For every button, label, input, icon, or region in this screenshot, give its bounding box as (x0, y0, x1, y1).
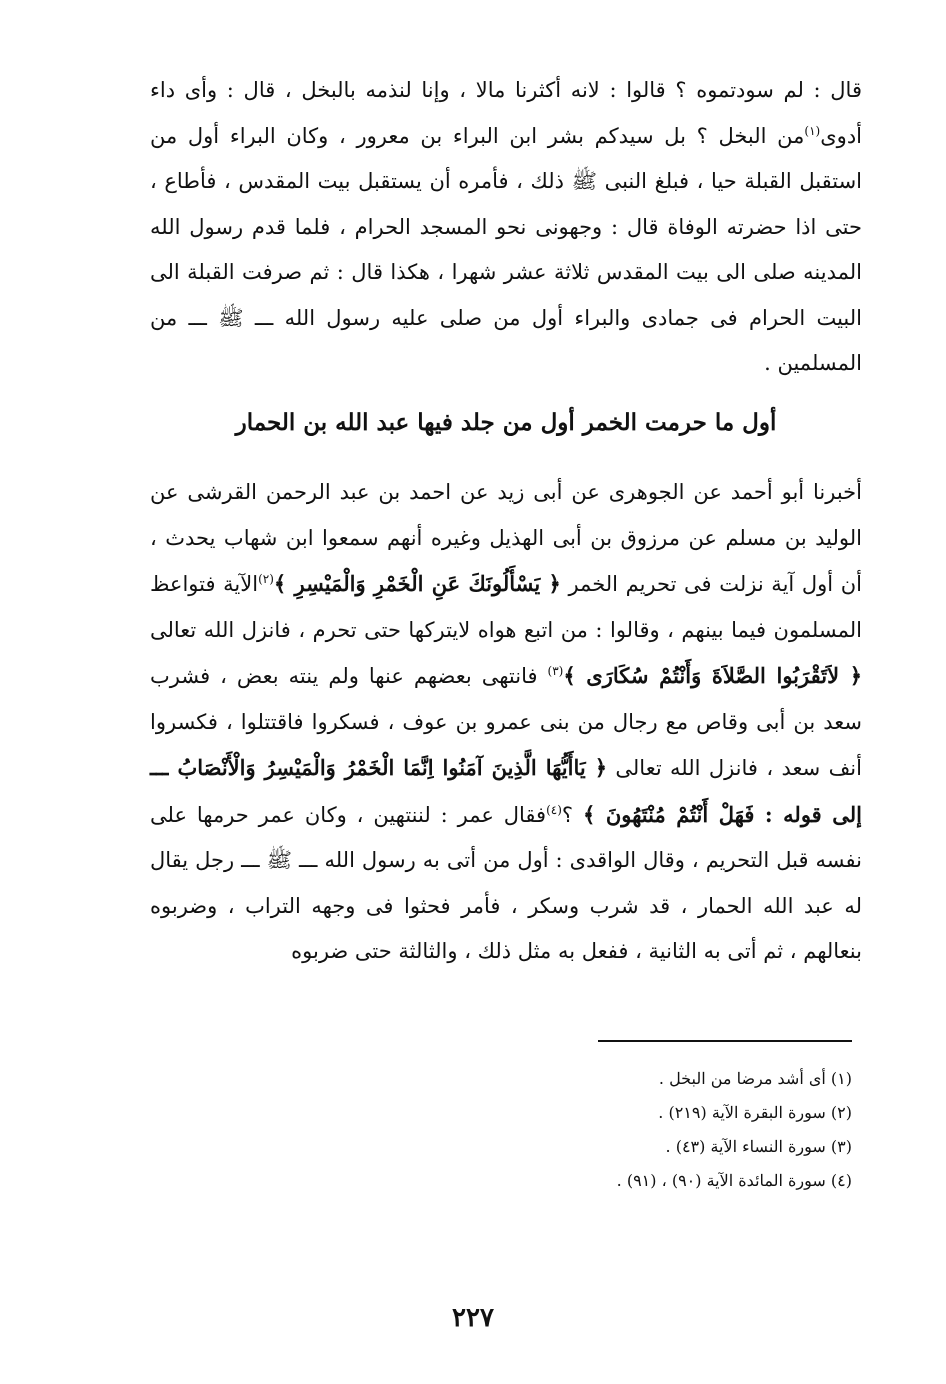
footnote-ref-1: (١) (804, 123, 821, 138)
quran-verse-2: ﴿ لاَتَقْرَبُوا الصَّلاَةَ وَأَنْتُمْ سُكَارَى ﴾ (563, 663, 862, 688)
body-paragraph-1 (150, 68, 862, 387)
paragraph-2-text-4: ؟ (561, 802, 574, 827)
footnote-1: (١) أى أشد مرضا من البخل . (658, 1069, 852, 1088)
paragraph-2-text-3: فانتهى بعضهم عنها ولم ينته بعض ، فشرب سعد بن أبى وقاص مع رجال من بنى عمرو بن عوف ، فسكروا فاقتتلوا ، فكسروا أنف سعد ، فانزل الله تعالى (150, 664, 862, 780)
quran-verse-1: ﴿ يَسْأَلُونَكَ عَنِ الْخَمْرِ وَالْمَيْسِرِ ﴾ (273, 571, 561, 596)
footnotes-list (352, 1062, 852, 1198)
footnote-ref-2: (٢) (258, 572, 274, 586)
footnote-3: (٣) سورة النساء الآية (٤٣) . (665, 1137, 852, 1156)
paragraph-1-text-a: قال : لم سودتموه ؟ قالوا : لانه أكثرنا مالا ، وإنا لنذمه بالبخل ، قال : وأى داء أدوى (150, 78, 862, 148)
paragraph-1-text-b: من البخل ؟ بل سيدكم بشر ابن البراء بن معرور ، وكان البراء أول من استقبل القبلة حيا ، فبلغ النبى ﷺ ذلك ، فأمره أن يستقبل بيت المقدس ، فأطاع ، حتى اذا حضرته الوفاة قال : وجهونى نحو المسجد الحرام ، فلما قدم رسول الله المدينه صلى الى بيت المقدس ثلاثة عشر شهرا ، هكذا قال : ثم صرفت القبلة الى البيت الحرام فى جمادى والبراء أول من صلى عليه رسول الله ـــ ﷺ ـــ من المسلمين . (150, 123, 862, 375)
footnote-ref-3: (٣) (547, 664, 564, 678)
footnote-2: (٢) سورة البقرة الآية (٢١٩) . (658, 1103, 852, 1122)
paragraph-2-text-5: فقال عمر : لننتهين ، وكان عمر حرمها على نفسه قبل التحريم ، وقال الواقدى : أول من أتى به رسول الله ـــ ﷺ ـــ رجل يقال له عبد الله الحمار ، قد شرب وسكر ، فأمر فحثوا فى وجهه التراب ، وضربوه بنعالهم ، ثم أتى به الثانية ، ففعل به مثل ذلك ، والثالثة حتى ضربوه (150, 802, 862, 963)
footnote-4: (٤) سورة المائدة الآية (٩٠) ، (٩١) . (616, 1171, 852, 1190)
quran-verse-3: ﴿ يَاأَيُّهَا الَّذِينَ آمَنُوا اِنَّمَا الْخَمْرُ وَالْمَيْسِرُ وَالْأَنْصَابُ ـــ إلى قوله : فَهَلْ أَنْتُمْ مُنْتَهُونَ ﴾ (150, 755, 862, 827)
page-number: ٢٢٧ (452, 1303, 494, 1333)
paragraph-2-text-2: الآية فتواعظ المسلمون فيما بينهم ، وقالوا : من اتبع هواه لايتركها حتى تحرم ، فانزل الله تعالى (150, 572, 862, 642)
body-paragraph-2 (150, 470, 862, 975)
paragraph-2-text-1: أخبرنا أبو أحمد عن الجوهرى عن أبى زيد عن احمد بن عبد الرحمن القرشى عن الوليد بن مسلم عن مرزوق بن أبى الهذيل وغيره أنهم سمعوا ابن شهاب يحدث ، أن أول آية نزلت فى تحريم الخمر (150, 480, 862, 596)
footnote-separator (598, 1040, 852, 1042)
section-heading: أول ما حرمت الخمر أول من جلد فيها عبد الله بن الحمار (235, 409, 777, 436)
footnote-ref-4: (٤) (546, 802, 562, 817)
